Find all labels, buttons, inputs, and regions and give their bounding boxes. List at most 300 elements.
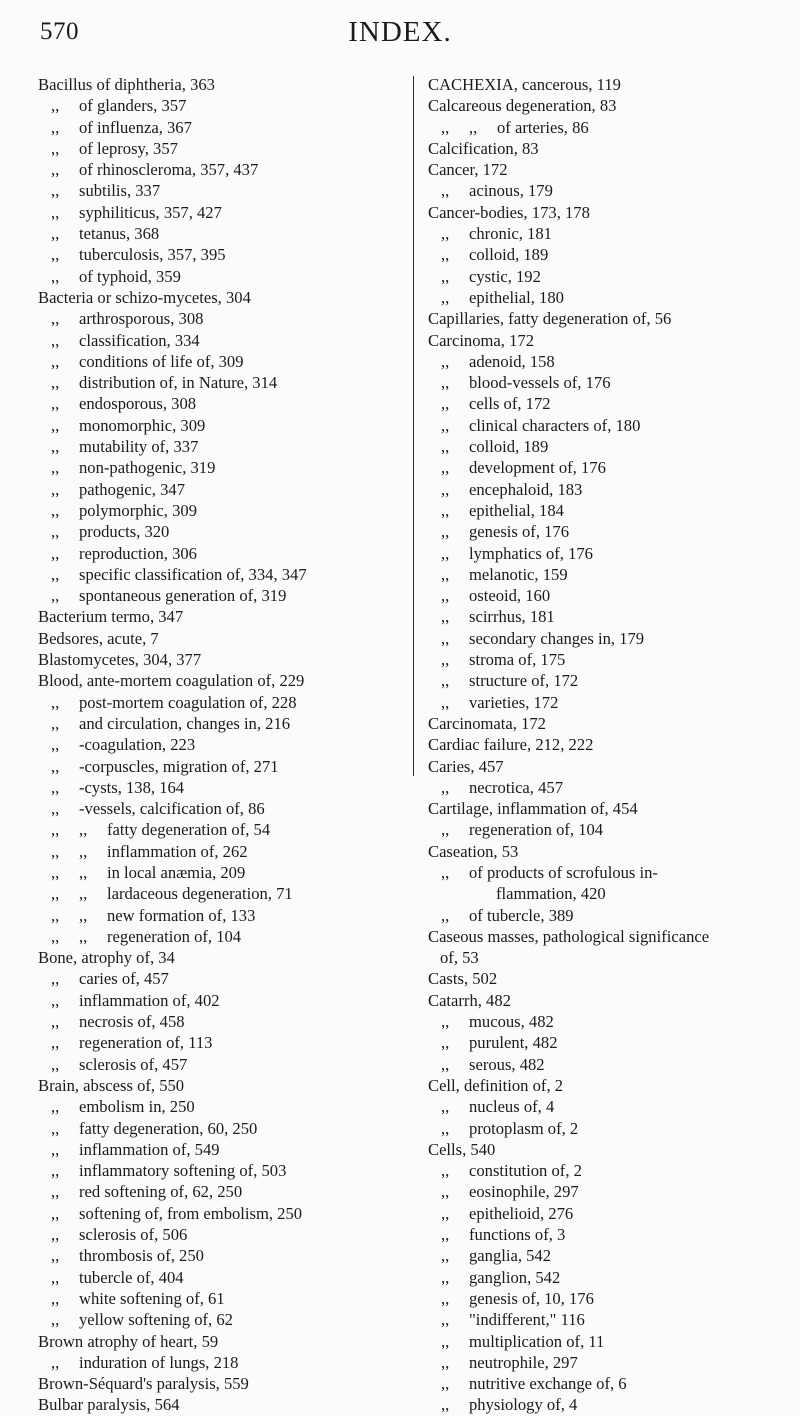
ditto-mark: ,, xyxy=(51,309,60,329)
ditto-mark: ,, xyxy=(441,586,450,606)
index-entry xyxy=(38,1032,408,1053)
index-entry xyxy=(428,670,800,691)
index-entry xyxy=(38,777,408,798)
index-entry-text: products, 320 xyxy=(79,522,170,542)
index-entry-text: spontaneous generation of, 319 xyxy=(79,586,287,606)
ditto-mark: ,, xyxy=(51,692,60,712)
index-entry xyxy=(38,1096,408,1117)
index-entry-text: inflammation of, 549 xyxy=(79,1139,220,1159)
ditto-mark: ,, xyxy=(51,1118,60,1138)
index-entry-text: endosporous, 308 xyxy=(79,394,197,414)
ditto-mark: ,, xyxy=(51,117,60,137)
ditto-mark: ,, xyxy=(441,437,450,457)
index-entry-text: development of, 176 xyxy=(469,458,606,478)
index-entry xyxy=(38,180,408,201)
ditto-mark: ,, xyxy=(441,287,450,307)
index-entry xyxy=(38,1267,408,1288)
index-entry-text: Caries, 457 xyxy=(428,756,504,776)
index-entry-text: thrombosis of, 250 xyxy=(79,1246,204,1266)
index-entry xyxy=(38,606,408,627)
ditto-mark: ,, xyxy=(51,1012,60,1032)
ditto-mark: ,, xyxy=(79,884,88,904)
index-entry-text: distribution of, in Nature, 314 xyxy=(79,373,278,393)
index-entry xyxy=(38,713,408,734)
index-entry xyxy=(38,1011,408,1032)
ditto-mark: ,, xyxy=(441,1182,450,1202)
index-entry xyxy=(428,649,800,670)
index-entry xyxy=(38,1054,408,1075)
ditto-mark: ,, xyxy=(51,181,60,201)
index-entry-text: lymphatics of, 176 xyxy=(469,543,593,563)
ditto-mark: ,, xyxy=(51,543,60,563)
ditto-mark: ,, xyxy=(51,841,60,861)
index-entry-text: regeneration of, 104 xyxy=(469,820,604,840)
index-entry-text: post-mortem coagulation of, 228 xyxy=(79,692,297,712)
index-entry xyxy=(38,1203,408,1224)
ditto-mark: ,, xyxy=(51,437,60,457)
index-entry-text: regeneration of, 104 xyxy=(107,926,242,946)
index-entry-text: Bone, atrophy of, 34 xyxy=(38,948,175,968)
index-entry-text: fatty degeneration of, 54 xyxy=(107,820,271,840)
index-entry xyxy=(38,372,408,393)
ditto-mark: ,, xyxy=(441,1054,450,1074)
index-entry-text: mutability of, 337 xyxy=(79,437,199,457)
ditto-mark: ,, xyxy=(51,415,60,435)
index-entry-text: regeneration of, 113 xyxy=(79,1033,213,1053)
index-entry-text: physiology of, 4 xyxy=(469,1395,578,1415)
index-entry-text: -corpuscles, migration of, 271 xyxy=(79,756,279,776)
index-entry xyxy=(428,1373,800,1394)
ditto-mark: ,, xyxy=(79,926,88,946)
index-entry xyxy=(428,756,800,777)
index-entry xyxy=(428,1309,800,1330)
index-entry-text: encephaloid, 183 xyxy=(469,479,583,499)
ditto-mark: ,, xyxy=(51,522,60,542)
index-entry xyxy=(38,500,408,521)
ditto-mark: ,, xyxy=(51,394,60,414)
ditto-mark: ,, xyxy=(79,862,88,882)
index-entry-text: sclerosis of, 506 xyxy=(79,1225,188,1245)
ditto-mark: ,, xyxy=(51,479,60,499)
index-entry xyxy=(428,1267,800,1288)
index-entry xyxy=(428,1096,800,1117)
index-entry-text: stroma of, 175 xyxy=(469,650,566,670)
ditto-mark: ,, xyxy=(441,905,450,925)
index-entry xyxy=(38,1331,408,1352)
ditto-mark: ,, xyxy=(441,266,450,286)
ditto-mark: ,, xyxy=(441,564,450,584)
ditto-mark: ,, xyxy=(51,351,60,371)
index-entry-text: of influenza, 367 xyxy=(79,117,192,137)
index-entry-text: tubercle of, 404 xyxy=(79,1267,184,1287)
index-entry-text: inflammation of, 402 xyxy=(79,990,220,1010)
index-entry-text: of tubercle, 389 xyxy=(469,905,574,925)
ditto-mark: ,, xyxy=(441,607,450,627)
index-entry xyxy=(38,543,408,564)
ditto-mark: ,, xyxy=(441,458,450,478)
ditto-mark: ,, xyxy=(51,586,60,606)
ditto-mark: ,, xyxy=(51,564,60,584)
ditto-mark: ,, xyxy=(79,841,88,861)
index-entry-text: embolism in, 250 xyxy=(79,1097,195,1117)
index-column-right xyxy=(428,74,800,1416)
index-entry-text: secondary changes in, 179 xyxy=(469,628,645,648)
ditto-mark: ,, xyxy=(51,138,60,158)
index-entry xyxy=(38,564,408,585)
index-entry-text: Calcareous degeneration, 83 xyxy=(428,96,617,116)
index-entry-text: non-pathogenic, 319 xyxy=(79,458,216,478)
index-entry xyxy=(428,95,800,116)
ditto-mark: ,, xyxy=(51,1139,60,1159)
index-entry-text: epithelial, 184 xyxy=(469,500,564,520)
index-entry-text: Blastomycetes, 304, 377 xyxy=(38,650,202,670)
ditto-mark: ,, xyxy=(51,1288,60,1308)
index-entry xyxy=(428,1118,800,1139)
ditto-mark: ,, xyxy=(51,777,60,797)
index-entry-text: cystic, 192 xyxy=(469,266,541,286)
ditto-mark: ,, xyxy=(441,1225,450,1245)
index-entry-text: syphiliticus, 357, 427 xyxy=(79,202,222,222)
ditto-mark: ,, xyxy=(441,415,450,435)
index-entry xyxy=(38,968,408,989)
ditto-mark: ,, xyxy=(51,1182,60,1202)
index-entry xyxy=(38,692,408,713)
index-entry xyxy=(38,74,408,95)
index-entry xyxy=(38,628,408,649)
index-entry xyxy=(428,330,800,351)
index-entry xyxy=(38,117,408,138)
index-entry-text: Cells, 540 xyxy=(428,1139,496,1159)
ditto-mark: ,, xyxy=(51,990,60,1010)
index-entry-text: neutrophile, 297 xyxy=(469,1352,578,1372)
ditto-mark: ,, xyxy=(51,373,60,393)
index-entry-text: multiplication of, 11 xyxy=(469,1331,605,1351)
index-entry xyxy=(38,202,408,223)
index-entry-text: Bedsores, acute, 7 xyxy=(38,628,159,648)
ditto-mark: ,, xyxy=(441,777,450,797)
index-entry-text: varieties, 172 xyxy=(469,692,559,712)
index-entry xyxy=(38,95,408,116)
index-entry xyxy=(38,947,408,968)
index-entry xyxy=(38,756,408,777)
index-entry-text: ganglia, 542 xyxy=(469,1246,552,1266)
index-entry xyxy=(428,1224,800,1245)
index-entry xyxy=(428,905,800,926)
ditto-mark: ,, xyxy=(441,500,450,520)
ditto-mark: ,, xyxy=(51,202,60,222)
ditto-mark: ,, xyxy=(441,1374,450,1394)
ditto-mark: ,, xyxy=(51,1033,60,1053)
index-entry xyxy=(38,330,408,351)
index-entry xyxy=(38,351,408,372)
index-entry-text: yellow softening of, 62 xyxy=(79,1310,233,1330)
index-entry-text: cells of, 172 xyxy=(469,394,551,414)
index-entry-text: Carcinomata, 172 xyxy=(428,713,546,733)
index-entry xyxy=(428,521,800,542)
ditto-mark: ,, xyxy=(441,479,450,499)
index-entry-text: Capillaries, fatty degeneration of, 56 xyxy=(428,309,672,329)
ditto-mark: ,, xyxy=(441,862,450,882)
index-entry-text: new formation of, 133 xyxy=(107,905,256,925)
index-entry xyxy=(428,244,800,265)
index-entry xyxy=(38,223,408,244)
index-entry-text: of glanders, 357 xyxy=(79,96,187,116)
index-entry-text: Brown-Séquard's paralysis, 559 xyxy=(38,1374,249,1394)
index-entry-text: Cancer, 172 xyxy=(428,160,508,180)
ditto-mark: ,, xyxy=(441,820,450,840)
index-entry xyxy=(428,1394,800,1415)
ditto-mark: ,, xyxy=(441,692,450,712)
column-divider xyxy=(413,76,414,776)
index-entry xyxy=(38,926,408,947)
ditto-mark: ,, xyxy=(441,650,450,670)
index-entry xyxy=(428,543,800,564)
index-entry-text: sclerosis of, 457 xyxy=(79,1054,188,1074)
index-entry-text: of, 53 xyxy=(440,948,479,968)
index-entry-text: "indifferent," 116 xyxy=(469,1310,585,1330)
ditto-mark: ,, xyxy=(51,1267,60,1287)
ditto-mark: ,, xyxy=(51,224,60,244)
index-entry xyxy=(38,393,408,414)
index-entry-text: red softening of, 62, 250 xyxy=(79,1182,243,1202)
index-entry xyxy=(38,883,408,904)
index-entry xyxy=(428,1352,800,1373)
index-entry-text: -coagulation, 223 xyxy=(79,735,196,755)
index-entry-text: protoplasm of, 2 xyxy=(469,1118,579,1138)
ditto-mark: ,, xyxy=(51,735,60,755)
index-entry-text: mucous, 482 xyxy=(469,1012,554,1032)
index-entry xyxy=(428,457,800,478)
index-entry-text: reproduction, 306 xyxy=(79,543,197,563)
index-entry xyxy=(428,479,800,500)
ditto-mark: ,, xyxy=(51,500,60,520)
ditto-mark: ,, xyxy=(441,245,450,265)
index-entry-text: of leprosy, 357 xyxy=(79,138,178,158)
ditto-mark: ,, xyxy=(51,1310,60,1330)
index-entry xyxy=(428,372,800,393)
index-entry xyxy=(428,990,800,1011)
ditto-mark: ,, xyxy=(51,820,60,840)
ditto-mark: ,, xyxy=(441,1118,450,1138)
ditto-mark: ,, xyxy=(441,351,450,371)
index-entry-text: Caseous masses, pathological significance xyxy=(428,926,710,946)
ditto-mark: ,, xyxy=(441,543,450,563)
index-entry xyxy=(38,990,408,1011)
index-entry xyxy=(428,436,800,457)
index-entry xyxy=(38,436,408,457)
ditto-mark: ,, xyxy=(441,1352,450,1372)
index-entry xyxy=(428,1054,800,1075)
index-entry xyxy=(38,521,408,542)
index-entry xyxy=(428,947,800,968)
index-entry xyxy=(428,819,800,840)
index-entry xyxy=(38,734,408,755)
index-entry xyxy=(428,1181,800,1202)
index-entry xyxy=(38,1288,408,1309)
index-entry-text: tetanus, 368 xyxy=(79,224,160,244)
index-entry xyxy=(428,393,800,414)
index-entry xyxy=(428,266,800,287)
index-entry-text: Cancer-bodies, 173, 178 xyxy=(428,202,590,222)
ditto-mark: ,, xyxy=(441,522,450,542)
index-entry-text: constitution of, 2 xyxy=(469,1161,582,1181)
index-entry-text: melanotic, 159 xyxy=(469,564,568,584)
index-entry xyxy=(428,1032,800,1053)
ditto-mark: ,, xyxy=(51,330,60,350)
index-entry xyxy=(428,841,800,862)
index-entry xyxy=(38,649,408,670)
index-entry xyxy=(38,1139,408,1160)
ditto-mark: ,, xyxy=(51,1225,60,1245)
index-entry xyxy=(428,692,800,713)
index-entry-text: in local anæmia, 209 xyxy=(107,862,246,882)
index-entry-text: and circulation, changes in, 216 xyxy=(79,713,291,733)
index-entry xyxy=(38,862,408,883)
ditto-mark: ,, xyxy=(51,160,60,180)
index-entry xyxy=(38,244,408,265)
ditto-mark: ,, xyxy=(51,458,60,478)
ditto-mark: ,, xyxy=(51,1161,60,1181)
index-entry xyxy=(38,1309,408,1330)
index-entry-text: Cardiac failure, 212, 222 xyxy=(428,735,594,755)
index-entry-text: chronic, 181 xyxy=(469,224,552,244)
index-entry-text: lardaceous degeneration, 71 xyxy=(107,884,293,904)
index-entry xyxy=(38,1245,408,1266)
index-entry-text: ganglion, 542 xyxy=(469,1267,561,1287)
index-entry-text: scirrhus, 181 xyxy=(469,607,555,627)
index-entry-text: specific classification of, 334, 347 xyxy=(79,564,307,584)
index-entry-text: colloid, 189 xyxy=(469,245,549,265)
index-column-left xyxy=(38,74,408,1416)
ditto-mark: ,, xyxy=(51,862,60,882)
index-entry-text: necrosis of, 458 xyxy=(79,1012,185,1032)
index-entry xyxy=(38,308,408,329)
ditto-mark: ,, xyxy=(79,905,88,925)
index-entry-text: monomorphic, 309 xyxy=(79,415,206,435)
index-entry-text: Blood, ante-mortem coagulation of, 229 xyxy=(38,671,305,691)
ditto-mark: ,, xyxy=(441,1203,450,1223)
index-entry-text: softening of, from embolism, 250 xyxy=(79,1203,303,1223)
index-entry xyxy=(428,351,800,372)
ditto-mark: ,, xyxy=(441,181,450,201)
index-entry xyxy=(428,777,800,798)
ditto-mark: ,, xyxy=(51,713,60,733)
index-entry xyxy=(428,1160,800,1181)
index-entry-text: -vessels, calcification of, 86 xyxy=(79,799,265,819)
index-entry xyxy=(428,180,800,201)
index-entry-text: epithelioid, 276 xyxy=(469,1203,574,1223)
index-entry-text: Calcification, 83 xyxy=(428,138,539,158)
index-entry-text: flammation, 420 xyxy=(496,884,606,904)
index-entry-text: pathogenic, 347 xyxy=(79,479,185,499)
ditto-mark: ,, xyxy=(441,628,450,648)
index-entry-text: fatty degeneration, 60, 250 xyxy=(79,1118,258,1138)
index-entry xyxy=(428,287,800,308)
index-entry-text: Casts, 502 xyxy=(428,969,498,989)
index-entry xyxy=(428,585,800,606)
index-entry-text: acinous, 179 xyxy=(469,181,553,201)
index-entry xyxy=(38,1181,408,1202)
index-entry xyxy=(38,287,408,308)
index-entry xyxy=(38,1224,408,1245)
index-entry xyxy=(38,798,408,819)
index-entry-text: inflammation of, 262 xyxy=(107,841,248,861)
index-entry xyxy=(38,1352,408,1373)
index-entry-text: of products of scrofulous in- xyxy=(469,862,658,882)
index-entry-text: purulent, 482 xyxy=(469,1033,558,1053)
ditto-mark: ,, xyxy=(441,1012,450,1032)
index-entry xyxy=(428,713,800,734)
index-entry xyxy=(428,564,800,585)
ditto-mark: ,, xyxy=(51,884,60,904)
index-entry-text: Brain, abscess of, 550 xyxy=(38,1075,185,1095)
index-entry xyxy=(428,308,800,329)
ditto-mark: ,, xyxy=(79,820,88,840)
index-entry-text: conditions of life of, 309 xyxy=(79,351,244,371)
ditto-mark: ,, xyxy=(441,671,450,691)
index-entry-text: tuberculosis, 357, 395 xyxy=(79,245,226,265)
index-entry-text: subtilis, 337 xyxy=(79,181,161,201)
ditto-mark: ,, xyxy=(441,1288,450,1308)
index-entry xyxy=(428,159,800,180)
page-number: 570 xyxy=(40,18,79,45)
index-entry-text: polymorphic, 309 xyxy=(79,500,197,520)
ditto-mark: ,, xyxy=(441,1310,450,1330)
index-entry xyxy=(428,1288,800,1309)
index-entry xyxy=(38,905,408,926)
index-entry xyxy=(428,1011,800,1032)
index-entry xyxy=(428,1203,800,1224)
index-entry-text: epithelial, 180 xyxy=(469,287,564,307)
index-entry xyxy=(38,266,408,287)
index-entry xyxy=(38,819,408,840)
ditto-mark: ,, xyxy=(51,799,60,819)
index-entry-text: osteoid, 160 xyxy=(469,586,551,606)
ditto-mark: ,, xyxy=(441,373,450,393)
index-entry xyxy=(428,415,800,436)
index-entry xyxy=(428,117,800,138)
index-entry xyxy=(428,1245,800,1266)
index-entry-text: colloid, 189 xyxy=(469,437,549,457)
ditto-mark: ,, xyxy=(469,117,478,137)
index-entry-text: clinical characters of, 180 xyxy=(469,415,641,435)
ditto-mark: ,, xyxy=(441,1246,450,1266)
index-entry-text: caries of, 457 xyxy=(79,969,169,989)
index-entry xyxy=(428,1075,800,1096)
index-entry xyxy=(428,883,800,904)
index-entry-text: eosinophile, 297 xyxy=(469,1182,579,1202)
ditto-mark: ,, xyxy=(51,1352,60,1372)
index-entry-text: of arteries, 86 xyxy=(497,117,589,137)
index-entry-text: CACHEXIA, cancerous, 119 xyxy=(428,75,621,94)
index-entry-text: Bulbar paralysis, 564 xyxy=(38,1395,180,1415)
index-entry xyxy=(428,223,800,244)
index-entry-text: Cartilage, inflammation of, 454 xyxy=(428,799,638,819)
ditto-mark: ,, xyxy=(51,969,60,989)
ditto-mark: ,, xyxy=(51,1054,60,1074)
index-entry-text: structure of, 172 xyxy=(469,671,579,691)
index-entry xyxy=(428,606,800,627)
index-entry xyxy=(428,798,800,819)
index-entry xyxy=(428,1139,800,1160)
index-entry-text: Caseation, 53 xyxy=(428,841,519,861)
ditto-mark: ,, xyxy=(441,394,450,414)
index-entry-text: Catarrh, 482 xyxy=(428,990,511,1010)
index-entry xyxy=(38,159,408,180)
index-entry-text: nucleus of, 4 xyxy=(469,1097,555,1117)
ditto-mark: ,, xyxy=(51,96,60,116)
index-entry xyxy=(428,862,800,883)
